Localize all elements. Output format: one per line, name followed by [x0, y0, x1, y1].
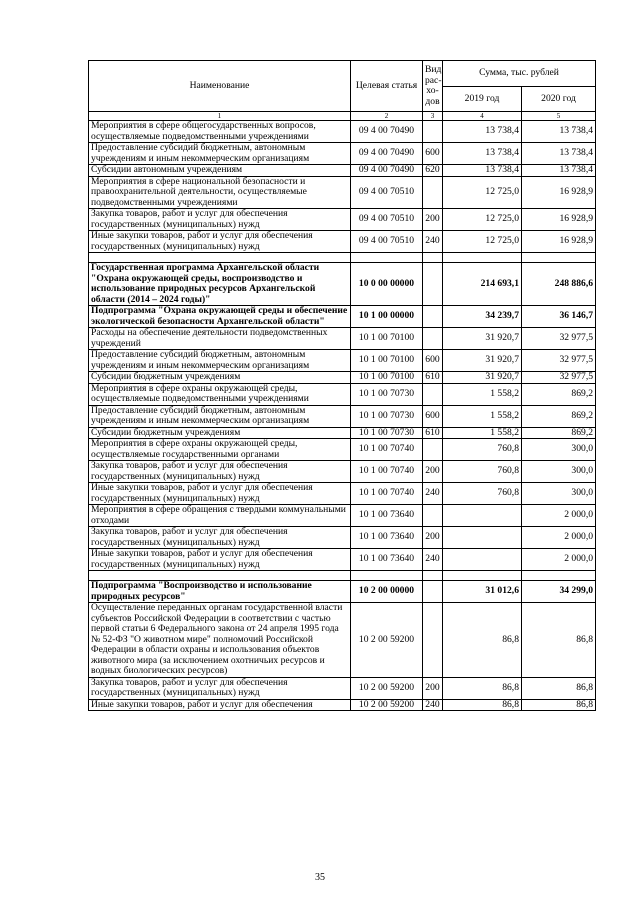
row-vid: 600 — [423, 405, 443, 427]
row-name: Осуществление переданных органам государственной власти субъектов Российской Федерации в соответствии с частью первой статьи 6 Федерального закона от 24 апреля 1995 года № 52-ФЗ "О животном мире" полномочий Российской Федерации в области охраны и использования объектов животного мира (за исключением охотничьих ресурсов и водных биологических ресурсов) — [89, 603, 351, 678]
row-sum-2019: 12 725,0 — [443, 231, 522, 253]
column-number: 4 — [443, 112, 522, 121]
row-code: 09 4 00 70510 — [351, 176, 423, 209]
row-name: Иные закупки товаров, работ и услуг для обеспечения — [89, 699, 351, 711]
table-row — [89, 176, 596, 209]
row-vid — [423, 306, 443, 328]
row-name: Иные закупки товаров, работ и услуг для обеспечения государственных (муниципальных) нужд — [89, 549, 351, 571]
row-sum-2020: 86,8 — [522, 677, 596, 699]
row-sum-2020: 300,0 — [522, 483, 596, 505]
row-name — [89, 253, 351, 263]
row-sum-2020: 300,0 — [522, 461, 596, 483]
row-name: Государственная программа Архангельской области "Охрана окружающей среды, воспроизводство и использование природных ресурсов Архангельской области (2014 – 2024 годы)" — [89, 263, 351, 306]
row-sum-2020: 86,8 — [522, 603, 596, 678]
row-code: 10 1 00 70730 — [351, 405, 423, 427]
column-number: 2 — [351, 112, 423, 121]
row-sum-2020: 16 928,9 — [522, 176, 596, 209]
table-header — [89, 61, 596, 121]
row-sum-2020: 36 146,7 — [522, 306, 596, 328]
row-name: Подпрограмма "Охрана окружающей среды и обеспечение экологической безопасности Архангельской области" — [89, 306, 351, 328]
row-sum-2020: 32 977,5 — [522, 328, 596, 350]
table-body — [89, 121, 596, 711]
row-vid — [423, 121, 443, 143]
row-code: 09 4 00 70490 — [351, 165, 423, 177]
row-vid — [423, 253, 443, 263]
row-vid — [423, 571, 443, 581]
row-sum-2019: 86,8 — [443, 677, 522, 699]
table-row — [89, 461, 596, 483]
row-code: 10 1 00 70100 — [351, 350, 423, 372]
row-sum-2020: 869,2 — [522, 427, 596, 439]
header-2019: 2019 год — [443, 87, 522, 112]
table-row — [89, 209, 596, 231]
row-sum-2020: 16 928,9 — [522, 209, 596, 231]
table-row — [89, 505, 596, 527]
row-name: Закупка товаров, работ и услуг для обеспечения государственных (муниципальных) нужд — [89, 677, 351, 699]
row-code — [351, 253, 423, 263]
table-row — [89, 405, 596, 427]
table-row — [89, 603, 596, 678]
row-sum-2020: 16 928,9 — [522, 231, 596, 253]
row-vid: 200 — [423, 677, 443, 699]
row-vid: 200 — [423, 461, 443, 483]
table-row — [89, 483, 596, 505]
row-code: 10 2 00 59200 — [351, 699, 423, 711]
table-row — [89, 677, 596, 699]
row-sum-2020: 869,2 — [522, 405, 596, 427]
row-sum-2020: 34 299,0 — [522, 581, 596, 603]
row-code: 10 2 00 00000 — [351, 581, 423, 603]
row-name: Мероприятия в сфере охраны окружающей среды, осуществляемые государственными органами — [89, 439, 351, 461]
header-2020: 2020 год — [522, 87, 596, 112]
row-sum-2019: 86,8 — [443, 603, 522, 678]
row-vid: 200 — [423, 209, 443, 231]
row-vid: 240 — [423, 699, 443, 711]
row-name: Мероприятия в сфере обращения с твердыми коммунальными отходами — [89, 505, 351, 527]
row-vid: 600 — [423, 143, 443, 165]
row-sum-2020: 248 886,6 — [522, 263, 596, 306]
row-name: Субсидии бюджетным учреждениям — [89, 427, 351, 439]
table-row — [89, 439, 596, 461]
row-sum-2020: 13 738,4 — [522, 121, 596, 143]
row-vid: 240 — [423, 231, 443, 253]
row-code: 10 1 00 73640 — [351, 527, 423, 549]
row-sum-2019: 31 920,7 — [443, 328, 522, 350]
row-code: 10 1 00 70740 — [351, 461, 423, 483]
row-vid: 620 — [423, 165, 443, 177]
row-sum-2019: 86,8 — [443, 699, 522, 711]
row-code: 10 1 00 70740 — [351, 439, 423, 461]
row-sum-2020: 300,0 — [522, 439, 596, 461]
row-vid — [423, 505, 443, 527]
row-sum-2020: 869,2 — [522, 383, 596, 405]
row-code: 10 2 00 59200 — [351, 603, 423, 678]
row-vid — [423, 263, 443, 306]
table-row — [89, 699, 596, 711]
row-sum-2019: 760,8 — [443, 461, 522, 483]
row-sum-2020 — [522, 253, 596, 263]
row-code: 10 1 00 00000 — [351, 306, 423, 328]
header-code: Целевая статья — [351, 61, 423, 112]
row-name: Предоставление субсидий бюджетным, автономным учреждениям и иным некоммерческим организациям — [89, 405, 351, 427]
table-row — [89, 263, 596, 306]
row-vid: 610 — [423, 372, 443, 384]
row-vid: 240 — [423, 549, 443, 571]
table-row — [89, 549, 596, 571]
column-number: 1 — [89, 112, 351, 121]
row-sum-2019: 214 693,1 — [443, 263, 522, 306]
row-sum-2019 — [443, 527, 522, 549]
row-name: Мероприятия в сфере национальной безопасности и правоохранительной деятельности, осуществляемые подведомственными учреждениями — [89, 176, 351, 209]
header-vid: Вид рас-хо-дов — [423, 61, 443, 112]
row-sum-2019: 760,8 — [443, 483, 522, 505]
row-sum-2019: 31 012,6 — [443, 581, 522, 603]
header-sum: Сумма, тыс. рублей — [443, 61, 596, 87]
table-row — [89, 143, 596, 165]
row-code: 10 1 00 73640 — [351, 505, 423, 527]
row-name: Мероприятия в сфере охраны окружающей среды, осуществляемые подведомственными учреждениями — [89, 383, 351, 405]
table-row — [89, 121, 596, 143]
row-sum-2020: 32 977,5 — [522, 372, 596, 384]
row-code: 10 1 00 73640 — [351, 549, 423, 571]
row-vid: 240 — [423, 483, 443, 505]
row-sum-2019 — [443, 549, 522, 571]
table-row — [89, 527, 596, 549]
row-sum-2019: 13 738,4 — [443, 165, 522, 177]
row-vid: 600 — [423, 350, 443, 372]
row-code: 10 0 00 00000 — [351, 263, 423, 306]
table-row — [89, 581, 596, 603]
row-code: 09 4 00 70510 — [351, 231, 423, 253]
table-row — [89, 253, 596, 263]
header-name: Наименование — [89, 61, 351, 112]
row-name: Субсидии автономным учреждениям — [89, 165, 351, 177]
budget-table — [88, 60, 596, 711]
table-row — [89, 306, 596, 328]
row-sum-2019: 760,8 — [443, 439, 522, 461]
table-row — [89, 231, 596, 253]
row-sum-2019: 1 558,2 — [443, 427, 522, 439]
row-name: Расходы на обеспечение деятельности подведомственных учреждений — [89, 328, 351, 350]
row-code: 09 4 00 70510 — [351, 209, 423, 231]
row-name: Закупка товаров, работ и услуг для обеспечения государственных (муниципальных) нужд — [89, 527, 351, 549]
row-name: Мероприятия в сфере общегосударственных вопросов, осуществляемые подведомственными учреждениями — [89, 121, 351, 143]
row-name: Субсидии бюджетным учреждениям — [89, 372, 351, 384]
row-name: Предоставление субсидий бюджетным, автономным учреждениям и иным некоммерческим организациям — [89, 143, 351, 165]
table-row — [89, 165, 596, 177]
row-sum-2020: 86,8 — [522, 699, 596, 711]
row-sum-2019 — [443, 505, 522, 527]
row-sum-2019: 13 738,4 — [443, 143, 522, 165]
row-code: 09 4 00 70490 — [351, 121, 423, 143]
row-code — [351, 571, 423, 581]
row-vid — [423, 439, 443, 461]
row-vid — [423, 383, 443, 405]
column-number: 3 — [423, 112, 443, 121]
table-row — [89, 372, 596, 384]
row-name: Подпрограмма "Воспроизводство и использование природных ресурсов" — [89, 581, 351, 603]
row-code: 10 1 00 70740 — [351, 483, 423, 505]
row-sum-2019 — [443, 571, 522, 581]
row-sum-2019: 34 239,7 — [443, 306, 522, 328]
table-row — [89, 350, 596, 372]
row-code: 10 1 00 70100 — [351, 328, 423, 350]
table-row — [89, 571, 596, 581]
table-row — [89, 427, 596, 439]
row-sum-2020 — [522, 571, 596, 581]
row-sum-2020: 2 000,0 — [522, 505, 596, 527]
row-code: 10 1 00 70100 — [351, 372, 423, 384]
row-vid — [423, 581, 443, 603]
row-name: Закупка товаров, работ и услуг для обеспечения государственных (муниципальных) нужд — [89, 461, 351, 483]
row-sum-2019: 1 558,2 — [443, 383, 522, 405]
row-sum-2019: 31 920,7 — [443, 350, 522, 372]
row-name — [89, 571, 351, 581]
row-vid — [423, 328, 443, 350]
row-vid — [423, 176, 443, 209]
row-sum-2019: 12 725,0 — [443, 176, 522, 209]
row-name: Закупка товаров, работ и услуг для обеспечения государственных (муниципальных) нужд — [89, 209, 351, 231]
row-sum-2019: 1 558,2 — [443, 405, 522, 427]
table-row — [89, 328, 596, 350]
row-sum-2020: 2 000,0 — [522, 549, 596, 571]
row-vid — [423, 603, 443, 678]
row-sum-2019: 31 920,7 — [443, 372, 522, 384]
row-code: 10 2 00 59200 — [351, 677, 423, 699]
row-sum-2020: 32 977,5 — [522, 350, 596, 372]
row-sum-2019: 12 725,0 — [443, 209, 522, 231]
row-sum-2020: 13 738,4 — [522, 143, 596, 165]
row-vid: 200 — [423, 527, 443, 549]
row-sum-2020: 13 738,4 — [522, 165, 596, 177]
row-sum-2019: 13 738,4 — [443, 121, 522, 143]
column-number: 5 — [522, 112, 596, 121]
row-code: 10 1 00 70730 — [351, 383, 423, 405]
row-sum-2019 — [443, 253, 522, 263]
page-number: 35 — [315, 872, 325, 883]
table-row — [89, 383, 596, 405]
row-name: Иные закупки товаров, работ и услуг для обеспечения государственных (муниципальных) нужд — [89, 483, 351, 505]
row-name: Иные закупки товаров, работ и услуг для обеспечения государственных (муниципальных) нужд — [89, 231, 351, 253]
row-sum-2020: 2 000,0 — [522, 527, 596, 549]
row-code: 10 1 00 70730 — [351, 427, 423, 439]
row-code: 09 4 00 70490 — [351, 143, 423, 165]
row-vid: 610 — [423, 427, 443, 439]
row-name: Предоставление субсидий бюджетным, автономным учреждениям и иным некоммерческим организациям — [89, 350, 351, 372]
